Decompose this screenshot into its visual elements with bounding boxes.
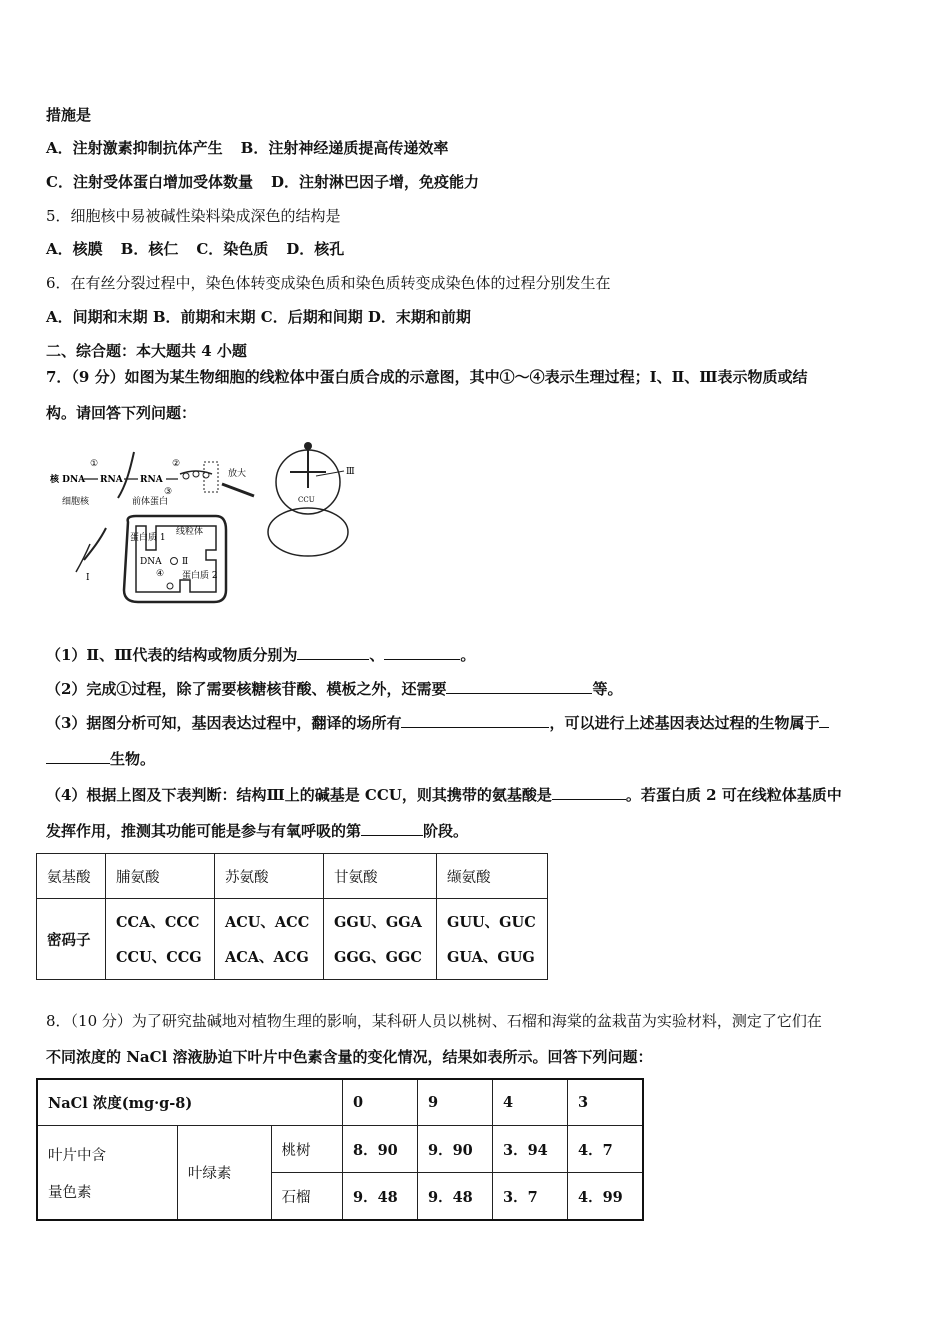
codon-line: GGU、GGA [334,914,422,931]
q7-4-text2: 。若蛋白质 2 可在线粒体基质中 [625,786,842,804]
q7-3-blank-b[interactable] [46,749,110,764]
q8-stem-line2: 不同浓度的 NaCl 溶液胁迫下叶片中色素含量的变化情况，结果如表所示。回答下列问题： [46,1048,653,1066]
q7-1-blank-a[interactable] [297,645,369,660]
ccu-label: CCU [298,496,315,504]
q4-option-c: C．注射受体蛋白增加受体数量 [46,173,253,191]
q4-option-d: D．注射淋巴因子增，免疫能力 [270,173,479,191]
amino-acid-dot [304,442,312,450]
header-cell: 缬氨酸 [437,854,548,899]
roman1-label: Ⅰ [86,573,90,583]
header-cell: 氨基酸 [37,854,106,899]
q7-4-blank-b[interactable] [361,821,423,836]
codon-line: GUU、GUC [447,914,536,931]
enlarge-label: 放大 [228,469,247,479]
roman3-label: Ⅲ [346,467,355,477]
q6-options: A．间期和末期 B．前期和末期 C．后期和间期 D．末期和前期 [46,308,471,326]
concentration-cell: 9 [418,1079,493,1126]
q4-options-row2 [46,171,479,192]
q7-stem-line1: 7．（9 分）如图为某生物细胞的线粒体中蛋白质合成的示意图，其中①～④表示生理过程；Ⅰ、Ⅱ、Ⅲ表示物质或结 [46,368,808,386]
q7-2-end: 等。 [592,680,623,698]
pigment-cell: 叶绿素 [177,1126,271,1221]
codon-line: ACA、ACG [225,949,309,966]
q5-options [46,238,344,259]
row-group-line2: 量色素 [48,1184,92,1201]
ribosome-1 [183,473,189,479]
q7-2-text: （2）完成①过程，除了需要核糖核苷酸、模板之外，还需要 [46,680,447,698]
q7-part3 [46,712,829,733]
q7-part4 [46,784,842,805]
step2-label: ② [172,459,181,469]
ribosome-small-subunit [268,508,348,556]
codon-table-header [37,854,548,899]
value-cell: 8．90 [343,1126,418,1173]
q5-option-a: A．核膜 [46,240,103,258]
q7-4-blank-a[interactable] [552,785,626,800]
q7-4-text3: 发挥作用，推测其功能可能是参与有氧呼吸的第 [46,822,362,840]
q5-option-b: B．核仁 [120,240,179,258]
roman2-label: Ⅱ [182,557,189,567]
plant-cell: 桃树 [271,1126,342,1173]
nacl-table-header [37,1079,643,1126]
value-cell: 9．48 [343,1173,418,1221]
q7-1-text: （1）Ⅱ、Ⅲ代表的结构或物质分别为 [46,646,298,664]
value-cell: 3．94 [493,1126,568,1173]
ribosome-2 [193,471,199,477]
magnify-box [204,462,218,492]
q7-3-text2: ，可以进行上述基因表达过程的生物属于 [549,714,820,732]
q7-part2 [46,678,622,699]
row-group-cell [37,1126,177,1221]
q6-stem: 6．在有丝分裂过程中，染色体转变成染色质和染色质转变成染色体的过程分别发生在 [46,274,611,292]
mitochondria-protein-synthesis-diagram [46,440,356,610]
nucleus-label: 细胞核 [62,497,90,507]
q7-3-text: （3）据图分析可知，基因表达过程中，翻译的场所有 [46,714,402,732]
plant-cell: 石榴 [271,1173,342,1221]
codon-line: GGG、GGC [334,949,422,966]
value-cell: 3．7 [493,1173,568,1221]
row-label-cell: 密码子 [37,899,106,980]
header-cell: 脯氨酸 [106,854,215,899]
concentration-cell: 0 [343,1079,418,1126]
precursor-label: 前体蛋白 [132,497,169,507]
q7-4-end: 阶段。 [423,822,469,840]
value-cell: 9．48 [418,1173,493,1221]
q7-stem-line2: 构。请回答下列问题： [46,404,197,422]
section-heading: 二、综合题：本大题共 4 小题 [46,342,247,360]
codon-line: ACU、ACC [225,914,310,931]
step3-label: ③ [164,487,173,497]
mito-label: 线粒体 [176,527,204,537]
q7-3-blank-a[interactable] [401,713,549,728]
q5-option-c: C．染色质 [196,240,269,258]
nacl-pigment-table [36,1078,644,1221]
mito-ribosome [167,583,173,589]
nuclear-envelope-mid [84,528,106,560]
concentration-cell: 4 [493,1079,568,1126]
row-group-line1: 叶片中含 [48,1147,106,1164]
value-cell: 4．7 [568,1126,644,1173]
dna-label: DNA [140,557,162,567]
value-cell: 4．99 [568,1173,644,1221]
codon-line: GUA、GUG [447,949,535,966]
q7-2-blank[interactable] [446,679,592,694]
q7-part3-cont [46,748,155,769]
step4-label: ④ [156,569,165,579]
value-cell: 9．90 [418,1126,493,1173]
q7-1-sep: 、 [369,646,385,664]
line-measures: 措施是 [46,106,92,124]
codon-table [36,853,548,980]
q4-option-b: B．注射神经递质提高传递效率 [240,139,449,157]
rna2-label: RNA [140,475,163,485]
rna1-label: RNA [100,475,123,485]
q7-3-end: 生物。 [110,750,156,768]
codon-line: CCU、CCG [116,949,202,966]
nacl-table-row [37,1126,643,1173]
mito-dna-circle [171,558,178,565]
q7-1-end: 。 [460,646,476,664]
q7-part1 [46,644,475,665]
protein2-label: 蛋白质 2 [182,571,218,581]
step1-label: ① [90,459,99,469]
q5-stem: 5．细胞核中易被碱性染料染成深色的结构是 [46,207,341,225]
q4-option-a: A．注射激素抑制抗体产生 [46,139,223,157]
q7-4-text: （4）根据上图及下表判断：结构Ⅲ上的碱基是 CCU，则其携带的氨基酸是 [46,786,552,804]
codon-cell [106,899,215,980]
enlarge-arrow [222,484,254,496]
q5-option-d: D．核孔 [286,240,345,258]
header-cell: 甘氨酸 [324,854,437,899]
q7-3-blank-b-start[interactable] [819,713,829,728]
nuclear-envelope-inner [76,544,90,572]
nacl-header-label: NaCl 浓度(mg·g-8) [37,1079,343,1126]
codon-line: CCA、CCC [116,914,200,931]
q7-part4-cont [46,820,468,841]
q8-stem-line1: 8．（10 分）为了研究盐碱地对植物生理的影响，某科研人员以桃树、石榴和海棠的盆栽苗为实验材料，测定了它们在 [46,1012,822,1030]
q4-options-row1 [46,137,448,158]
protein1-label: 蛋白质 1 [130,533,166,543]
codon-cell [215,899,324,980]
header-cell: 苏氨酸 [215,854,324,899]
codon-table-row [37,899,548,980]
codon-cell [324,899,437,980]
codon-cell [437,899,548,980]
concentration-cell: 3 [568,1079,644,1126]
q7-1-blank-b[interactable] [384,645,460,660]
nucleus-dna-label: 核 DNA [50,475,86,485]
